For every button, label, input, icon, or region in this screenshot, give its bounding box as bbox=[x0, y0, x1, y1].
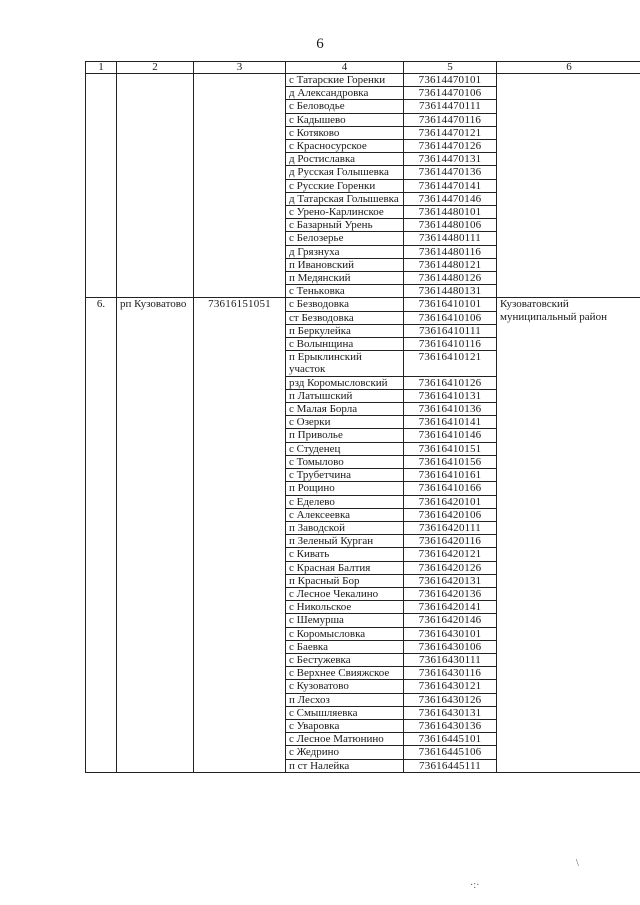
settlement-name-cell: п Лесхоз bbox=[286, 693, 404, 706]
settlement-name-cell: с Алексеевка bbox=[286, 508, 404, 521]
oktmo-code-cell: 73614470106 bbox=[404, 87, 497, 100]
settlement-name-cell: с Тенькoвка bbox=[286, 285, 404, 298]
oktmo-code-cell: 73616420101 bbox=[404, 495, 497, 508]
settlement-name-cell: с Лесное Матюнино bbox=[286, 733, 404, 746]
settlement-name-cell: с Лесное Чекалино bbox=[286, 587, 404, 600]
settlement-name-cell: с Томылово bbox=[286, 455, 404, 468]
oktmo-code-cell: 73616420106 bbox=[404, 508, 497, 521]
settlement-name-cell: с Никольское bbox=[286, 601, 404, 614]
oktmo-code-cell: 73614480116 bbox=[404, 245, 497, 258]
settlement-name-cell: д Татарская Голышевка bbox=[286, 192, 404, 205]
settlement-name-cell: п Заводской bbox=[286, 521, 404, 534]
settlement-name-cell: с Озерки bbox=[286, 416, 404, 429]
oktmo-code-cell: 73616410126 bbox=[404, 376, 497, 389]
settlement-name-cell: с Безводовка bbox=[286, 298, 404, 311]
oktmo-code-cell: 73614480111 bbox=[404, 232, 497, 245]
oktmo-code-cell: 73616430116 bbox=[404, 667, 497, 680]
column-header: 3 bbox=[194, 62, 286, 74]
table-body bbox=[86, 74, 640, 773]
oktmo-code-cell: 73616420136 bbox=[404, 587, 497, 600]
settlement-name-cell: с Русские Горенки bbox=[286, 179, 404, 192]
oktmo-code-cell: 73616430101 bbox=[404, 627, 497, 640]
settlement-name-cell: с Уваровка bbox=[286, 719, 404, 732]
group-number-cell bbox=[86, 74, 117, 298]
column-header: 4 bbox=[286, 62, 404, 74]
oktmo-code-cell: 73614470141 bbox=[404, 179, 497, 192]
settlement-name-cell: д Александровка bbox=[286, 87, 404, 100]
oktmo-code-cell: 73616420146 bbox=[404, 614, 497, 627]
oktmo-code-cell: 73616410116 bbox=[404, 338, 497, 351]
oktmo-code-cell: 73616410151 bbox=[404, 442, 497, 455]
header-row bbox=[86, 62, 640, 74]
oktmo-code-cell: 73616410131 bbox=[404, 389, 497, 402]
page-number: 6 bbox=[316, 36, 324, 52]
oktmo-code-cell: 73614470131 bbox=[404, 153, 497, 166]
column-header: 6 bbox=[497, 62, 640, 74]
settlement-name-cell: с Котяково bbox=[286, 126, 404, 139]
settlement-name-cell: с Смышляевка bbox=[286, 706, 404, 719]
oktmo-code-cell: 73614480101 bbox=[404, 206, 497, 219]
settlement-name-cell: п Рощино bbox=[286, 482, 404, 495]
oktmo-code-cell: 73616420126 bbox=[404, 561, 497, 574]
column-header: 2 bbox=[117, 62, 194, 74]
settlement-name-cell: п Ерыклинский участок bbox=[286, 351, 404, 376]
settlement-name-cell: с Коромысловка bbox=[286, 627, 404, 640]
table-row bbox=[86, 298, 640, 311]
oktmo-code-cell: 73616410121 bbox=[404, 351, 497, 376]
admin-center-code-cell: 73616151051 bbox=[194, 298, 286, 772]
settlement-name-cell: п Ивановский bbox=[286, 258, 404, 271]
settlement-name-cell: д Грязнуха bbox=[286, 245, 404, 258]
settlement-name-cell: с Урено-Карлинское bbox=[286, 206, 404, 219]
oktmo-code-cell: 73616430111 bbox=[404, 653, 497, 666]
oktmo-code-cell: 73616420121 bbox=[404, 548, 497, 561]
oktmo-code-cell: 73616410161 bbox=[404, 469, 497, 482]
oktmo-code-cell: 73616420131 bbox=[404, 574, 497, 587]
settlement-name-cell: д Ростиславка bbox=[286, 153, 404, 166]
oktmo-code-cell: 73616410106 bbox=[404, 311, 497, 324]
oktmo-code-cell: 73616410136 bbox=[404, 403, 497, 416]
settlement-name-cell: с Беловодье bbox=[286, 100, 404, 113]
column-header: 5 bbox=[404, 62, 497, 74]
oktmo-code-cell: 73616410156 bbox=[404, 455, 497, 468]
admin-center-code-cell bbox=[194, 74, 286, 298]
settlement-name-cell: с Баевка bbox=[286, 640, 404, 653]
settlement-name-cell: п Красный Бор bbox=[286, 574, 404, 587]
settlement-name-cell: с Красносурское bbox=[286, 140, 404, 153]
settlement-name-cell: с Еделево bbox=[286, 495, 404, 508]
oktmo-code-cell: 73616445106 bbox=[404, 746, 497, 759]
admin-center-cell: рп Кузоватово bbox=[117, 298, 194, 772]
settlement-name-cell: с Татарские Горенки bbox=[286, 74, 404, 87]
oktmo-code-cell: 73614470111 bbox=[404, 100, 497, 113]
settlement-name-cell: с Студенец bbox=[286, 442, 404, 455]
settlement-name-cell: п Приволье bbox=[286, 429, 404, 442]
oktmo-code-cell: 73614470121 bbox=[404, 126, 497, 139]
oktmo-code-cell: 73614480121 bbox=[404, 258, 497, 271]
column-header: 1 bbox=[86, 62, 117, 74]
scan-mark: ·:· bbox=[470, 880, 480, 891]
oktmo-code-cell: 73616410141 bbox=[404, 416, 497, 429]
district-cell: Кузоватовский муниципальный район bbox=[497, 298, 640, 772]
oktmo-code-cell: 73614480126 bbox=[404, 272, 497, 285]
settlement-name-cell: д Русская Голышевка bbox=[286, 166, 404, 179]
oktmo-code-cell: 73616430131 bbox=[404, 706, 497, 719]
settlement-name-cell: п Зеленый Курган bbox=[286, 535, 404, 548]
oktmo-code-cell: 73616420141 bbox=[404, 601, 497, 614]
oktmo-code-cell: 73616430126 bbox=[404, 693, 497, 706]
settlement-name-cell: с Жедрино bbox=[286, 746, 404, 759]
settlement-name-cell: ст Безводовка bbox=[286, 311, 404, 324]
oktmo-code-cell: 73616430121 bbox=[404, 680, 497, 693]
settlement-name-cell: с Волынщина bbox=[286, 338, 404, 351]
settlements-table bbox=[85, 61, 640, 773]
oktmo-code-cell: 73616410101 bbox=[404, 298, 497, 311]
group-number-cell: 6. bbox=[86, 298, 117, 772]
settlement-name-cell: п Латышский bbox=[286, 389, 404, 402]
settlement-name-cell: с Белозерье bbox=[286, 232, 404, 245]
oktmo-code-cell: 73616430106 bbox=[404, 640, 497, 653]
oktmo-code-cell: 73614470126 bbox=[404, 140, 497, 153]
oktmo-code-cell: 73614480106 bbox=[404, 219, 497, 232]
oktmo-code-cell: 73616420116 bbox=[404, 535, 497, 548]
settlement-name-cell: п Медянский bbox=[286, 272, 404, 285]
settlement-name-cell: с Шемурша bbox=[286, 614, 404, 627]
settlement-name-cell: с Кивать bbox=[286, 548, 404, 561]
settlement-name-cell: с Трубетчина bbox=[286, 469, 404, 482]
oktmo-code-cell: 73616420111 bbox=[404, 521, 497, 534]
settlement-name-cell: с Верхнее Свияжское bbox=[286, 667, 404, 680]
oktmo-code-cell: 73614470136 bbox=[404, 166, 497, 179]
admin-center-cell bbox=[117, 74, 194, 298]
settlement-name-cell: п ст Налейка bbox=[286, 759, 404, 772]
oktmo-code-cell: 73616410146 bbox=[404, 429, 497, 442]
oktmo-code-cell: 73616430136 bbox=[404, 719, 497, 732]
oktmo-code-cell: 73614470146 bbox=[404, 192, 497, 205]
settlement-name-cell: с Базарный Урень bbox=[286, 219, 404, 232]
settlement-name-cell: с Кадышево bbox=[286, 113, 404, 126]
oktmo-code-cell: 73616445111 bbox=[404, 759, 497, 772]
settlement-name-cell: с Малая Борла bbox=[286, 403, 404, 416]
oktmo-code-cell: 73616410166 bbox=[404, 482, 497, 495]
oktmo-code-cell: 73616410111 bbox=[404, 324, 497, 337]
district-cell bbox=[497, 74, 640, 298]
scan-mark: \ bbox=[576, 858, 579, 869]
settlement-name-cell: с Красная Балтия bbox=[286, 561, 404, 574]
settlement-name-cell: с Бестужевка bbox=[286, 653, 404, 666]
table-row bbox=[86, 74, 640, 87]
oktmo-code-cell: 73614480131 bbox=[404, 285, 497, 298]
oktmo-code-cell: 73614470116 bbox=[404, 113, 497, 126]
settlement-name-cell: п Беркулейка bbox=[286, 324, 404, 337]
settlement-name-cell: с Кузоватово bbox=[286, 680, 404, 693]
oktmo-code-cell: 73614470101 bbox=[404, 74, 497, 87]
settlement-name-cell: рзд Коромысловский bbox=[286, 376, 404, 389]
oktmo-code-cell: 73616445101 bbox=[404, 733, 497, 746]
